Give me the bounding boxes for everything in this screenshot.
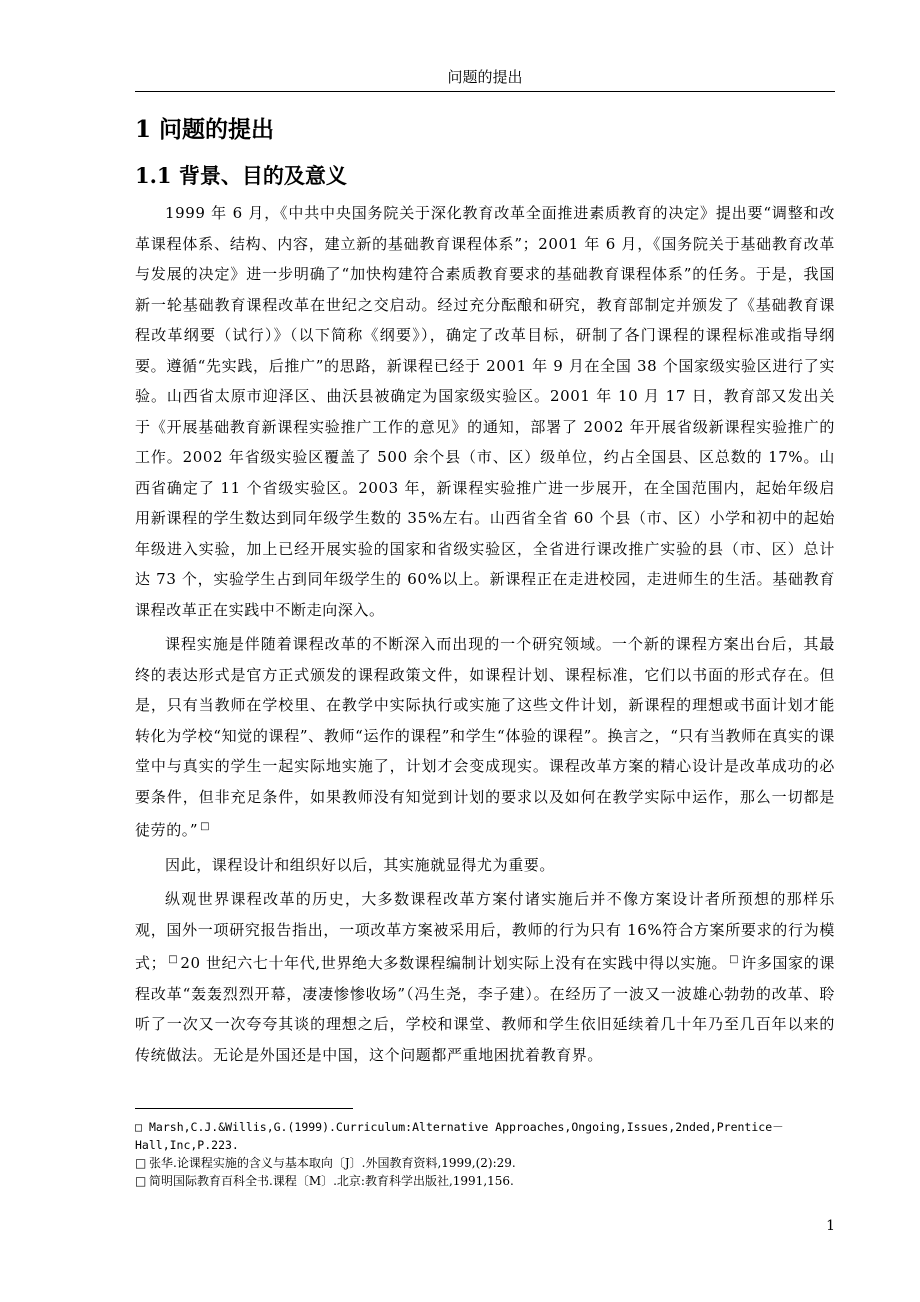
footnote-3 [135,1172,835,1190]
footnotes [135,1118,835,1190]
footnote-1 [135,1118,835,1154]
footnote-1-text: Marsh,C.J.&Willis,G.(1999).Curriculum:Alternative Approaches,Ongoing,Issues,2nded,Prentice－Hall,Inc,P.223. [135,1120,784,1152]
page-number: 1 [826,1218,835,1234]
footnote-marker-icon: □ [135,1174,147,1188]
paragraph-history [135,884,835,1070]
paragraph-history-text-c: 许多国家的课程改革“轰轰烈烈开幕，凄凄惨惨收场”（冯生尧，李子建）。在经历了一波又一波雄心勃勃的改革、聆听了一次又一次夸夸其谈的理想之后，学校和课堂、教师和学生依旧延续着几十年乃至几百年以来的传统做法。无论是外国还是中国，这个问题都严重地困扰着教育界。 [135,954,835,1064]
paragraph-implementation-text: 课程实施是伴随着课程改革的不断深入而出现的一个研究领域。一个新的课程方案出台后，其最终的表达形式是官方正式颁发的课程政策文件，如课程计划、课程标准，它们以书面的形式存在。但是，只有当教师在学校里、在教学中实际执行或实施了这些文件计划，新课程的理想或书面计划才能转化为学校“知觉的课程”、教师“运作的课程”和学生“体验的课程”。换言之，“只有当教师在真实的课堂中与真实的学生一起实际地实施了，计划才会变成现实。课程改革方案的精心设计是改革成功的必要条件，但非充足条件，如果教师没有知觉到计划的要求以及如何在教学实际中运作，那么一切都是徒劳的。” [135,635,835,839]
footnote-2-text: 张华.论课程实施的含义与基本取向〔J〕.外国教育资料,1999,(2):29. [149,1156,516,1170]
reference-marker-icon: □ [200,821,211,832]
running-header: 问题的提出 [447,68,523,86]
paragraph-history-text-a: 纵观世界课程改革的历史，大多数课程改革方案付诸实施后并不像方案设计者所预想的那样乐观，国外一项研究报告指出，一项改革方案被采用后，教师的行为只有 16%符合方案所要求的行为模式； [135,890,835,972]
paragraph-implementation [135,629,835,846]
footnote-marker-icon: □ [135,1156,147,1170]
chapter-heading: 1 问题的提出 [135,116,275,143]
footnote-3-text: 简明国际教育百科全书.课程〔M〕.北京:教育科学出版社,1991,156. [149,1174,514,1188]
paragraph-background: 1999 年 6 月，《中共中央国务院关于深化教育改革全面推进素质教育的决定》提出要“调整和改革课程体系、结构、内容，建立新的基础教育课程体系”；2001 年 6 月，《国务院关于基础教育改革与发展的决定》进一步明确了“加快构建符合素质教育要求的基础教育课程体系”的任务。于是，我国新一轮基础教育课程改革在世纪之交启动。经过充分酝酿和研究，教育部制定并颁发了《基础教育课程改革纲要（试行）》（以下简称《纲要》），确定了改革目标，研制了各门课程的课程标准或指导纲要。遵循“先实践，后推广”的思路，新课程已经于 2001 年 9 月在全国 38 个国家级实验区进行了实验。山西省太原市迎泽区、曲沃县被确定为国家级实验区。2001 年 10 月 17 日，教育部又发出关于《开展基础教育新课程实验推广工作的意见》的通知，部署了 2002 年开展省级新课程实验推广的工作。2002 年省级实验区覆盖了 500 余个县（市、区）级单位，约占全国县、区总数的 17%。山西省确定了 11 个省级实验区。2003 年，新课程实验推广进一步展开，在全国范围内，起始年级启用新课程的学生数达到同年级学生数的 35%左右。山西省全省 60 个县（市、区）小学和初中的起始年级进入实验，加上已经开展实验的国家和省级实验区，全省进行课改推广实验的县（市、区）总计达 73 个，实验学生占到同年级学生的 60%以上。新课程正在走进校园，走进师生的生活。基础教育课程改革正在实践中不断走向深入。 [135,204,835,619]
header-rule [135,91,835,92]
section-heading: 1.1 背景、目的及意义 [135,163,347,188]
paragraph-history-text-b: 20 世纪六七十年代,世界绝大多数课程编制计划实际上没有在实践中得以实施。 [180,954,728,972]
page-body [135,110,835,1070]
footnote-marker-icon: □ [135,1120,142,1134]
reference-marker-icon: □ [168,954,179,965]
reference-marker-icon: □ [729,954,740,965]
paragraph-therefore: 因此，课程设计和组织好以后，其实施就显得尤为重要。 [165,855,556,874]
footnote-rule [135,1108,353,1109]
footnote-2 [135,1154,835,1172]
